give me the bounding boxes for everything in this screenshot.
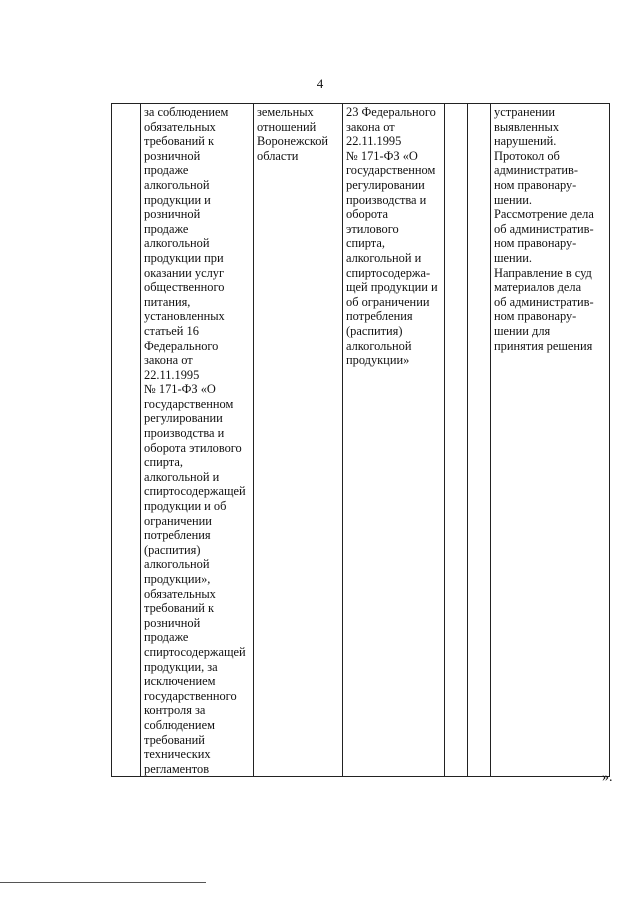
- regulation-table: [111, 103, 610, 777]
- table-cell-empty-a: [445, 104, 468, 777]
- table-cell-authority: земельных отношений Воронежской области: [254, 104, 343, 777]
- table-cell-index: [112, 104, 141, 777]
- closing-quote-mark: ».: [602, 770, 613, 785]
- footer-rule: [0, 882, 206, 883]
- table-cell-legal-basis: 23 Федерального закона от 22.11.1995 № 171-ФЗ «О государственном регулировании производства и оборота этилового спирта, алкогольной и спиртосодержа- щей продукции и об ограничении потребления (распития) алкогольной продукции»: [343, 104, 445, 777]
- table-row: [112, 104, 610, 777]
- page-number: 4: [316, 76, 324, 91]
- table-cell-control-subject: за соблюдением обязательных требований к розничной продаже алкогольной продукции и розничной продаже алкогольной продукции при оказании услуг общественного питания, установленных статьей 16 Федерального закона от 22.11.1995 № 171-ФЗ «О государственном регулировании производства и оборота этилового спирта, алкогольной и спиртосодержащей продукции и об ограничении потребления (распития) алкогольной продукции», обязательных требований к розничной продаже спиртосодержащей продукции, за исключением государственного контроля за соблюдением требований технических регламентов: [141, 104, 254, 777]
- table-cell-result: устранении выявленных нарушений. Протокол об административ- ном правонару- шении. Рассмотрение дела об административ- ном правонару- шении. Направление в суд материалов дела об административ- ном правонару- шении для принятия решения: [491, 104, 610, 777]
- table-cell-empty-b: [468, 104, 491, 777]
